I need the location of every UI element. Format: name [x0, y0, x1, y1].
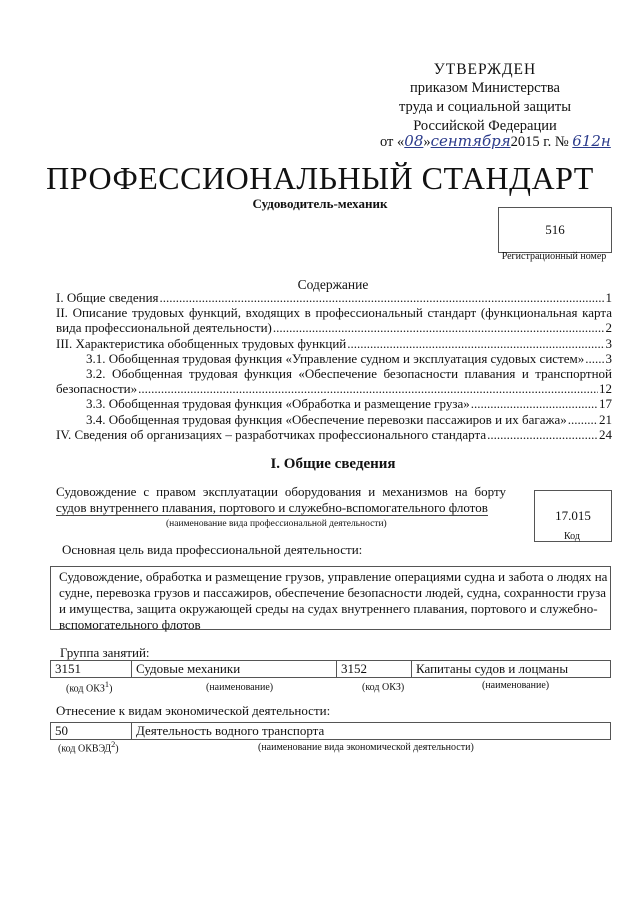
order-date-line	[380, 132, 640, 151]
okved-name-cell: Деятельность водного транспорта	[132, 723, 611, 740]
toc-item[interactable]: безопасности» ..... 12	[56, 381, 612, 396]
registration-number-box: 516	[498, 207, 612, 253]
okz-code-cell: 3152	[337, 661, 412, 678]
activity-code-box: 17.015	[534, 490, 612, 542]
handwritten-number: 612н	[572, 132, 611, 150]
toc-item[interactable]: IV. Сведения об организациях – разработчиках профессионального стандарта ..... 24	[56, 427, 612, 442]
okz-caption: (код ОКЗ$^1$)	[66, 680, 113, 695]
approval-block	[380, 60, 590, 136]
okz-caption: (код ОКЗ)	[362, 682, 405, 693]
date-prefix: от «	[380, 134, 405, 150]
approval-line: труда и социальной защиты	[399, 99, 571, 115]
okz-name-cell: Судовые механики	[132, 661, 337, 678]
toc-item[interactable]: III. Характеристика обобщенных трудовых функций ..... 3	[56, 336, 612, 351]
okved-table	[50, 722, 611, 740]
economic-activity-label: Отнесение к видам экономической деятельности:	[56, 703, 331, 718]
activity-kind-line: судов внутреннего плавания, портового и служебно-вспомогательного флотов	[56, 500, 488, 515]
toc-item[interactable]: вида профессиональной деятельности) ..... 2	[56, 320, 612, 335]
table-row	[51, 723, 611, 740]
handwritten-day: 08	[404, 132, 424, 150]
document-subtitle: Судоводитель-механик	[252, 196, 388, 211]
approval-title: УТВЕРЖДЕН	[433, 61, 537, 78]
toc-item[interactable]: I. Общие сведения ..... 1	[56, 290, 612, 305]
approval-line: приказом Министерства	[410, 80, 560, 96]
activity-kind	[56, 484, 506, 532]
occupation-group-label: Группа занятий:	[60, 645, 150, 660]
table-of-contents	[56, 290, 612, 442]
table-row	[51, 661, 611, 678]
okved-caption: (код ОКВЭД$^2$)	[58, 740, 119, 755]
okz-name-cell: Капитаны судов и лоцманы	[412, 661, 611, 678]
toc-item-line1: 3.2. Обобщенная трудовая функция «Обеспечение безопасности плавания и транспортной	[86, 366, 612, 382]
name-caption: (наименование)	[482, 680, 550, 691]
toc-item[interactable]: 3.1. Обобщенная трудовая функция «Управление судном и эксплуатация судовых систем» ..... 3	[56, 351, 612, 366]
activity-code-caption: Код	[564, 531, 580, 542]
goal-label: Основная цель вида профессиональной деятельности:	[62, 542, 363, 557]
section-heading: I. Общие сведения	[270, 456, 396, 472]
toc-item-line1: II. Описание трудовых функций, входящих в профессиональный стандарт (функциональная карта	[56, 305, 612, 321]
name-caption: (наименование)	[206, 682, 274, 693]
okz-code-cell: 3151	[51, 661, 132, 678]
activity-kind-line: Судовождение с правом эксплуатации оборудования и механизмов на борту	[56, 484, 506, 499]
approval-line: Российской Федерации	[413, 118, 557, 134]
toc-item[interactable]: 3.4. Обобщенная трудовая функция «Обеспечение перевозки пассажиров и их багажа» ..... 21	[56, 412, 612, 427]
okved-name-caption: (наименование вида экономической деятельности)	[258, 742, 474, 753]
document-title: ПРОФЕССИОНАЛЬНЫЙ СТАНДАРТ	[46, 160, 594, 196]
date-mid: »	[423, 134, 431, 150]
activity-kind-caption: (наименование вида профессиональной деятельности)	[166, 519, 387, 529]
occupations-table	[50, 660, 611, 678]
date-year: 2015 г. №	[510, 134, 569, 150]
goal-box: Судовождение, обработка и размещение грузов, управление операциями судна и забота о людях на судне, перевозка грузов и пассажиров, обеспечение безопасности людей, судна, сохранности груза и имущества, защита окружающей среды на судах внутреннего плавания, портового и служебно-вспомогательного флотов	[50, 566, 611, 630]
registration-number-caption: Регистрационный номер	[501, 251, 607, 262]
toc-item[interactable]: 3.3. Обобщенная трудовая функция «Обработка и размещение груза» ..... 17	[56, 396, 612, 411]
okved-code-cell: 50	[51, 723, 132, 740]
handwritten-month: сентября	[430, 132, 511, 150]
toc-heading: Содержание	[297, 277, 369, 292]
